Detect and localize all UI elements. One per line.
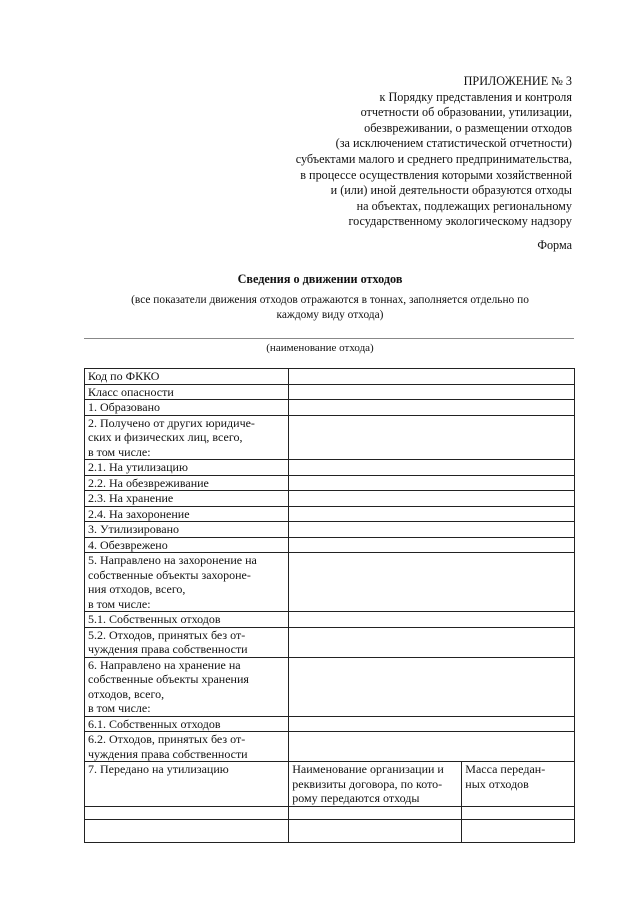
- row-value-cell[interactable]: [289, 657, 575, 716]
- table-row: [85, 657, 575, 716]
- row-value-cell[interactable]: [289, 612, 575, 628]
- appendix-line: обезвреживании, о размещении отходов: [364, 120, 572, 135]
- form-label: Форма: [537, 238, 572, 252]
- waste-movement-table: [84, 368, 575, 843]
- row-value-cell[interactable]: [289, 460, 575, 476]
- row-value-cell[interactable]: [289, 475, 575, 491]
- empty-cell[interactable]: [85, 819, 289, 842]
- table-row: [85, 384, 575, 400]
- row-value-cell[interactable]: [289, 716, 575, 732]
- empty-cell[interactable]: [289, 819, 462, 842]
- row-label: 4. Обезврежено: [85, 537, 289, 553]
- table-row: [85, 522, 575, 538]
- organization-header: Наименование организации и реквизиты договора, по кото- рому передаются отходы: [289, 762, 462, 807]
- row-value-cell[interactable]: [289, 522, 575, 538]
- table-row: [85, 415, 575, 460]
- table-row: [85, 716, 575, 732]
- row-value-cell[interactable]: [289, 491, 575, 507]
- row-value-cell[interactable]: [289, 384, 575, 400]
- row-value-cell[interactable]: [289, 506, 575, 522]
- table-row: [85, 762, 575, 807]
- row-label: 6.1. Собственных отходов: [85, 716, 289, 732]
- table-row: [85, 553, 575, 612]
- table-row: [85, 460, 575, 476]
- appendix-line: отчетности об образовании, утилизации,: [360, 105, 572, 120]
- row-value-cell[interactable]: [289, 553, 575, 612]
- table-row: [85, 732, 575, 762]
- appendix-line: на объектах, подлежащих региональному: [356, 198, 572, 213]
- table-row: [85, 491, 575, 507]
- waste-name-field[interactable]: [84, 338, 574, 339]
- table-row: [85, 627, 575, 657]
- table-row: [85, 369, 575, 385]
- mass-header: Масса передан- ных отходов: [462, 762, 575, 807]
- row-value-cell[interactable]: [289, 732, 575, 762]
- row-label: 2.4. На захоронение: [85, 506, 289, 522]
- empty-cell[interactable]: [462, 819, 575, 842]
- row-value-cell[interactable]: [289, 537, 575, 553]
- table-row: [85, 475, 575, 491]
- row-label: 7. Передано на утилизацию: [85, 762, 289, 807]
- row-label: 2. Получено от других юридиче- ских и физических лиц, всего, в том числе:: [85, 415, 289, 460]
- appendix-line: в процессе осуществления которыми хозяйственной: [300, 167, 572, 182]
- table-row: [85, 612, 575, 628]
- row-label: 6. Направлено на хранение на собственные объекты хранения отходов, всего, в том числе:: [85, 657, 289, 716]
- document-title: Сведения о движении отходов: [237, 272, 403, 286]
- appendix-line: и (или) иной деятельности образуются отходы: [330, 183, 572, 198]
- row-label: 6.2. Отходов, принятых без от- чуждения права собственности: [85, 732, 289, 762]
- appendix-header: [232, 74, 572, 230]
- row-label: 2.2. На обезвреживание: [85, 475, 289, 491]
- row-label: 2.3. На хранение: [85, 491, 289, 507]
- row-value-cell[interactable]: [289, 415, 575, 460]
- row-label: 1. Образовано: [85, 400, 289, 416]
- row-label: 5.1. Собственных отходов: [85, 612, 289, 628]
- waste-name-caption: (наименование отхода): [266, 342, 374, 354]
- appendix-line: (за исключением статистической отчетности): [335, 136, 572, 151]
- row-label: 5. Направлено на захоронение на собственные объекты захороне- ния отходов, всего, в том числе:: [85, 553, 289, 612]
- row-label: Код по ФККО: [85, 369, 289, 385]
- row-label: 2.1. На утилизацию: [85, 460, 289, 476]
- table-row: [85, 537, 575, 553]
- table-row: [85, 819, 575, 842]
- row-value-cell[interactable]: [289, 400, 575, 416]
- appendix-line: к Порядку представления и контроля: [379, 89, 572, 104]
- row-value-cell[interactable]: [289, 369, 575, 385]
- row-value-cell[interactable]: [289, 627, 575, 657]
- appendix-line: ПРИЛОЖЕНИЕ № 3: [463, 74, 572, 88]
- row-label: 5.2. Отходов, принятых без от- чуждения права собственности: [85, 627, 289, 657]
- row-label: Класс опасности: [85, 384, 289, 400]
- appendix-line: субъектами малого и среднего предпринимательства,: [295, 151, 572, 166]
- empty-cell[interactable]: [289, 806, 462, 819]
- table-row: [85, 506, 575, 522]
- row-label: 3. Утилизировано: [85, 522, 289, 538]
- empty-cell[interactable]: [462, 806, 575, 819]
- empty-cell[interactable]: [85, 806, 289, 819]
- table-row: [85, 400, 575, 416]
- table-row: [85, 806, 575, 819]
- appendix-line: государственному экологическому надзору: [348, 214, 572, 229]
- document-subtitle: (все показатели движения отходов отражаются в тоннах, заполняется отдельно по каждому виду отхода): [131, 294, 529, 321]
